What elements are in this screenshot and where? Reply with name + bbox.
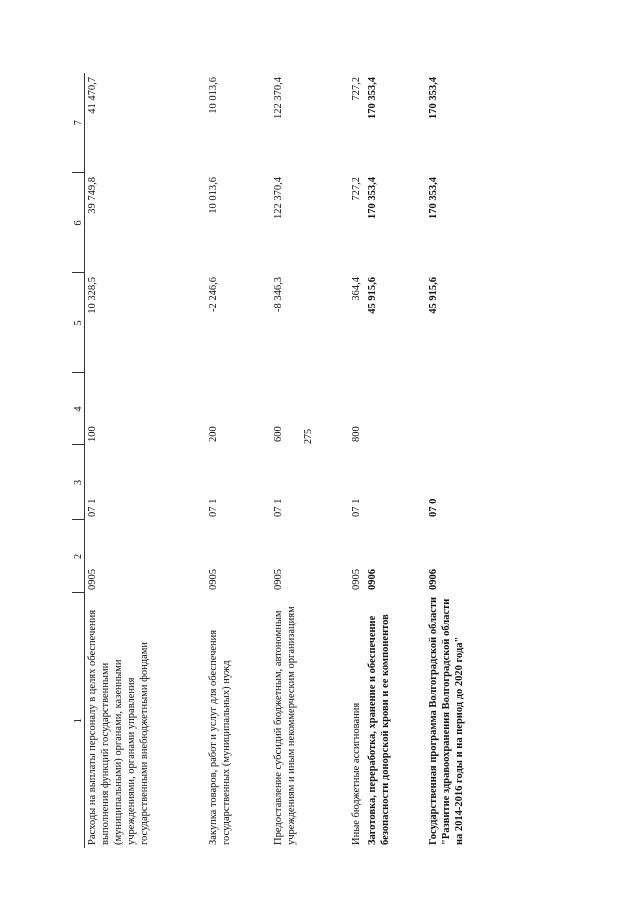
header-col-5: 5 <box>72 273 85 373</box>
row-type <box>426 373 502 445</box>
row-value-7: 170 353,4 <box>428 77 439 119</box>
row-value-6: 170 353,4 <box>428 177 439 219</box>
row-value-6: 10 013,6 <box>208 177 219 214</box>
header-col-3: 3 <box>72 445 85 520</box>
row-section: 0906 <box>428 569 439 590</box>
row-section: 0905 <box>351 569 362 590</box>
table-row <box>271 73 349 848</box>
row-name: Предоставление субсидий бюджетным, автономным учреждениям и иным некоммерческим организациям <box>273 606 297 845</box>
table-row <box>85 73 207 848</box>
row-value-7: 10 013,6 <box>208 77 219 114</box>
row-type: 200 <box>208 426 219 442</box>
row-name: Иные бюджетные ассигнования <box>351 702 362 845</box>
row-value-5: 364,4 <box>351 277 362 301</box>
row-type: 100 <box>87 426 98 442</box>
row-type: 600 <box>273 426 284 442</box>
header-col-6: 6 <box>72 173 85 273</box>
row-section: 0905 <box>87 569 98 590</box>
row-value-5: -2 246,6 <box>208 277 219 312</box>
table-header-row <box>72 73 85 848</box>
row-value-7: 727,2 <box>351 77 362 101</box>
row-name: Заготовка, переработка, хранение и обеспечение безопасности донорской крови и ее компонентов <box>367 614 391 845</box>
table-row <box>206 73 271 848</box>
row-value-5: -8 346,3 <box>273 277 284 312</box>
row-value-5: 45 915,6 <box>428 277 439 314</box>
row-target: 07 0 <box>428 498 439 517</box>
table-row <box>349 73 365 848</box>
row-section: 0906 <box>367 569 378 590</box>
row-target: 07 1 <box>208 498 219 517</box>
row-section: 0905 <box>273 569 284 590</box>
row-value-6: 170 353,4 <box>367 177 378 219</box>
row-value-7: 122 370,4 <box>273 77 284 119</box>
row-name: Закупка товаров, работ и услуг для обеспечения государственных (муниципальных) нужд <box>208 629 232 845</box>
row-name: Государственная программа Волгоградской области "Развитие здравоохранения Волгоградской области на 2014-2016 годы и на период до 2020 года" <box>428 596 465 845</box>
row-target: 07 1 <box>351 498 362 517</box>
header-col-2: 2 <box>72 520 85 593</box>
row-value-5: 10 328,5 <box>87 277 98 314</box>
row-target: 07 1 <box>273 498 284 517</box>
row-value-6: 39 749,8 <box>87 177 98 214</box>
row-value-5: 45 915,6 <box>367 277 378 314</box>
row-value-7: 170 353,4 <box>367 77 378 119</box>
row-type: 800 <box>351 426 362 442</box>
rotated-page <box>72 73 512 848</box>
header-col-1: 1 <box>72 593 85 848</box>
header-col-4: 4 <box>72 373 85 445</box>
row-type <box>365 373 426 445</box>
page-number: 275 <box>303 429 314 444</box>
row-target: 07 1 <box>87 498 98 517</box>
table-row <box>426 73 502 848</box>
row-target <box>365 445 426 520</box>
table-row <box>365 73 426 848</box>
row-value-6: 122 370,4 <box>273 177 284 219</box>
row-section: 0905 <box>208 569 219 590</box>
row-value-7: 41 470,7 <box>87 77 98 114</box>
row-value-6: 727,2 <box>351 177 362 201</box>
row-name: Расходы на выплаты персоналу в целях обеспечения выполнения функций государственными (муниципальными) органами, казенными учреждениями, органами управления государственными внебюджетными фондами <box>87 609 150 845</box>
budget-table <box>72 73 502 848</box>
header-col-7: 7 <box>72 73 85 173</box>
